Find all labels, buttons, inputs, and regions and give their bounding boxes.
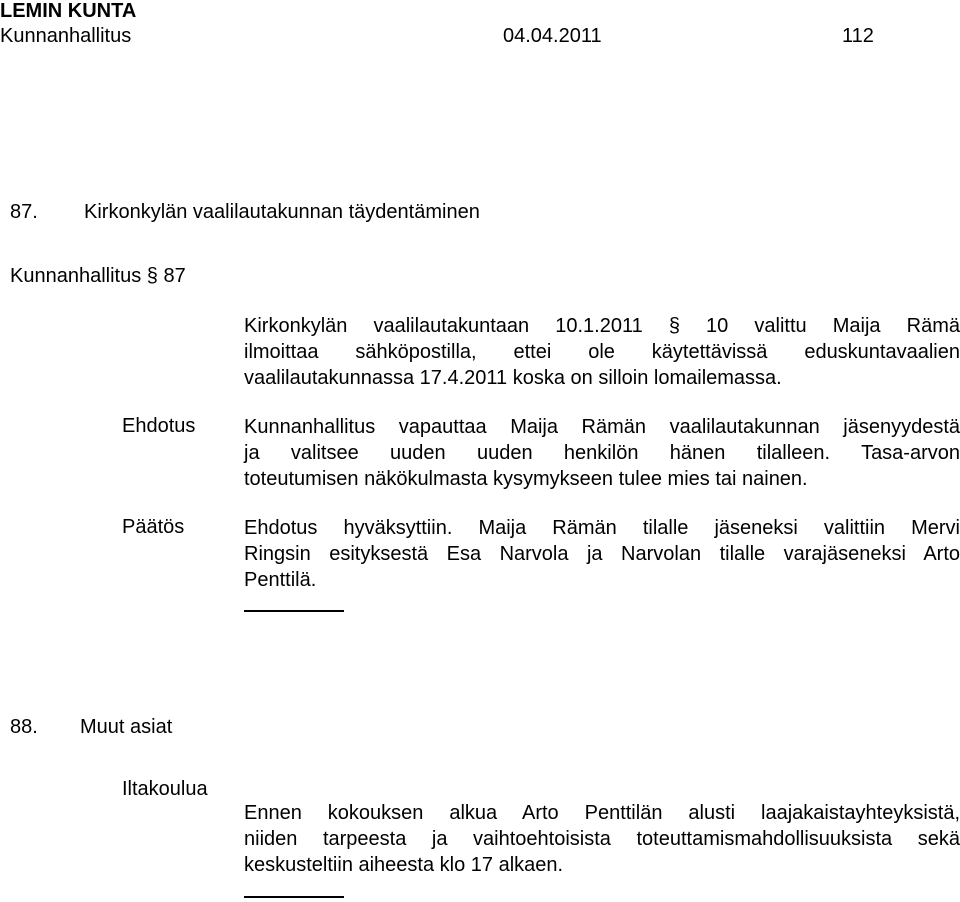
organization-name: LEMIN KUNTA — [0, 0, 137, 22]
session-label: Iltakoulua — [122, 778, 208, 800]
item-87-decision — [244, 515, 960, 593]
session-line: Ennen kokouksen alkua Arto Penttilän alusti laajakaistayhteyksistä, — [244, 802, 960, 824]
item-87-number: 87. — [10, 201, 38, 223]
decision-line: Ringsin esityksestä Esa Narvola ja Narvolan tilalle varajäseneksi Arto — [244, 543, 960, 565]
session-line: niiden tarpeesta ja vaihtoehtoisista toteuttamismahdollisuuksista sekä — [244, 828, 960, 850]
decision-label: Päätös — [122, 516, 185, 538]
session-line: keskusteltiin aiheesta klo 17 alkaen. — [244, 854, 564, 876]
background-line: vaalilautakunnassa 17.4.2011 koska on silloin lomailemassa. — [244, 367, 782, 389]
item-87-proposal — [244, 414, 960, 492]
proposal-line: toteutumisen näkökulmasta kysymykseen tulee mies tai nainen. — [244, 468, 808, 490]
decision-line: Penttilä. — [244, 569, 317, 591]
section-end-line — [244, 610, 344, 612]
background-line: ilmoittaa sähköpostilla, ettei ole käytettävissä eduskuntavaalien — [244, 341, 960, 363]
proposal-label: Ehdotus — [122, 415, 196, 437]
proposal-line: ja valitsee uuden uuden henkilön hänen tilalleen. Tasa-arvon — [244, 442, 960, 464]
item-88-title: Muut asiat — [80, 716, 173, 738]
header-date: 04.04.2011 — [503, 25, 602, 47]
section-end-line — [244, 896, 344, 898]
header-body: Kunnanhallitus — [0, 25, 132, 47]
item-87-background — [244, 313, 960, 391]
item-87-title: Kirkonkylän vaalilautakunnan täydentäminen — [84, 201, 480, 223]
decision-line: Ehdotus hyväksyttiin. Maija Rämän tilalle jäseneksi valittiin Mervi — [244, 517, 960, 539]
background-line: Kirkonkylän vaalilautakuntaan 10.1.2011 § 10 valittu Maija Rämä — [244, 315, 960, 337]
item-88-session — [244, 800, 960, 878]
proposal-line: Kunnanhallitus vapauttaa Maija Rämän vaalilautakunnan jäsenyydestä — [244, 416, 960, 438]
item-88-number: 88. — [10, 716, 38, 738]
item-87-reference: Kunnanhallitus § 87 — [10, 265, 186, 287]
page-number: 112 — [842, 25, 874, 47]
